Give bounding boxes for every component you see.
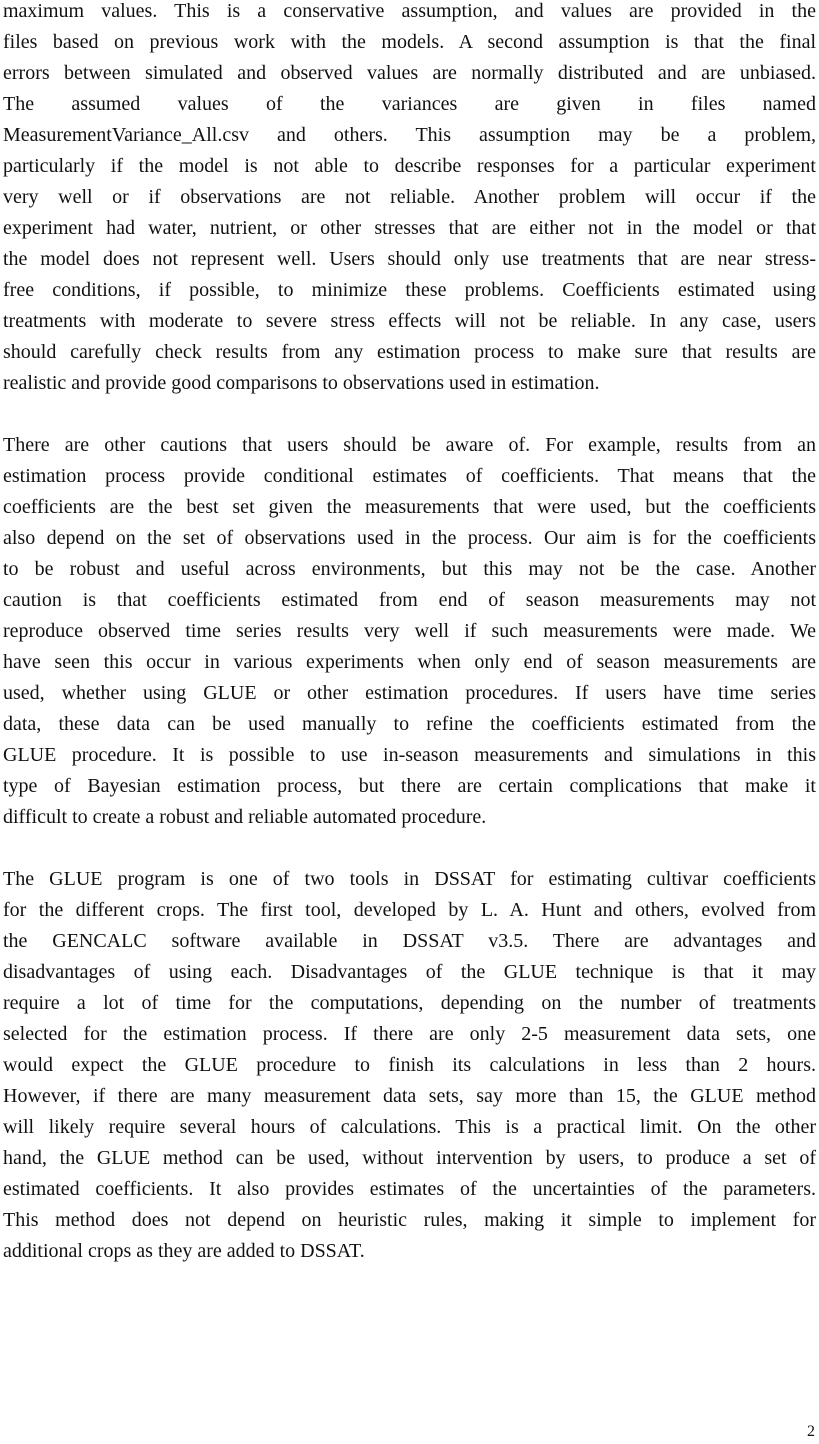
text-line: experiment had water, nutrient, or other stresses that are either not in the model or that <box>3 217 816 239</box>
text-line: MeasurementVariance_All.csv and others. This assumption may be a problem, <box>3 124 816 146</box>
text-line: GLUE procedure. It is possible to use in-season measurements and simulations in this <box>3 744 816 766</box>
text-line: The GLUE program is one of two tools in DSSAT for estimating cultivar coefficients <box>3 868 816 890</box>
paragraph <box>3 0 816 399</box>
text-line: coefficients are the best set given the measurements that were used, but the coefficients <box>3 496 816 518</box>
text-line: the GENCALC software available in DSSAT v3.5. There are advantages and <box>3 930 816 952</box>
text-line: have seen this occur in various experiments when only end of season measurements are <box>3 651 816 673</box>
text-line: to be robust and useful across environments, but this may not be the case. Another <box>3 558 816 580</box>
text-line: additional crops as they are added to DSSAT. <box>3 1240 365 1262</box>
text-line: require a lot of time for the computations, depending on the number of treatments <box>3 992 816 1014</box>
text-line: very well or if observations are not reliable. Another problem will occur if the <box>3 186 816 208</box>
text-line: data, these data can be used manually to refine the coefficients estimated from the <box>3 713 816 735</box>
text-line: disadvantages of using each. Disadvantages of the GLUE technique is that it may <box>3 961 816 983</box>
text-line: reproduce observed time series results very well if such measurements were made. We <box>3 620 816 642</box>
text-line: However, if there are many measurement data sets, say more than 15, the GLUE method <box>3 1085 816 1107</box>
text-line: particularly if the model is not able to describe responses for a particular experiment <box>3 155 816 177</box>
text-line: free conditions, if possible, to minimize these problems. Coefficients estimated using <box>3 279 816 301</box>
paragraph <box>3 864 816 1267</box>
text-line: estimation process provide conditional estimates of coefficients. That means that the <box>3 465 816 487</box>
text-line: the model does not represent well. Users should only use treatments that are near stress- <box>3 248 816 270</box>
text-line: used, whether using GLUE or other estimation procedures. If users have time series <box>3 682 816 704</box>
text-line: files based on previous work with the models. A second assumption is that the final <box>3 31 816 53</box>
text-line: also depend on the set of observations used in the process. Our aim is for the coefficients <box>3 527 816 549</box>
text-line: The assumed values of the variances are given in files named <box>3 93 816 115</box>
text-line: selected for the estimation process. If there are only 2-5 measurement data sets, one <box>3 1023 816 1045</box>
text-line: for the different crops. The first tool, developed by L. A. Hunt and others, evolved from <box>3 899 816 921</box>
text-line: difficult to create a robust and reliable automated procedure. <box>3 806 487 828</box>
text-line: realistic and provide good comparisons to observations used in estimation. <box>3 372 600 394</box>
text-line: should carefully check results from any estimation process to make sure that results are <box>3 341 816 363</box>
text-line: This method does not depend on heuristic rules, making it simple to implement for <box>3 1209 816 1231</box>
text-line: treatments with moderate to severe stress effects will not be reliable. In any case, users <box>3 310 816 332</box>
paragraph <box>3 430 816 833</box>
text-line: will likely require several hours of calculations. This is a practical limit. On the other <box>3 1116 816 1138</box>
text-line: maximum values. This is a conservative assumption, and values are provided in the <box>3 0 816 22</box>
text-line: errors between simulated and observed values are normally distributed and are unbiased. <box>3 62 816 84</box>
document-body <box>3 0 816 1298</box>
page-number: 2 <box>807 1423 815 1440</box>
text-line: type of Bayesian estimation process, but there are certain complications that make it <box>3 775 816 797</box>
text-line: hand, the GLUE method can be used, without intervention by users, to produce a set of <box>3 1147 816 1169</box>
text-line: would expect the GLUE procedure to finish its calculations in less than 2 hours. <box>3 1054 816 1076</box>
text-line: There are other cautions that users should be aware of. For example, results from an <box>3 434 816 456</box>
text-line: estimated coefficients. It also provides estimates of the uncertainties of the parameters. <box>3 1178 816 1200</box>
text-line: caution is that coefficients estimated from end of season measurements may not <box>3 589 816 611</box>
